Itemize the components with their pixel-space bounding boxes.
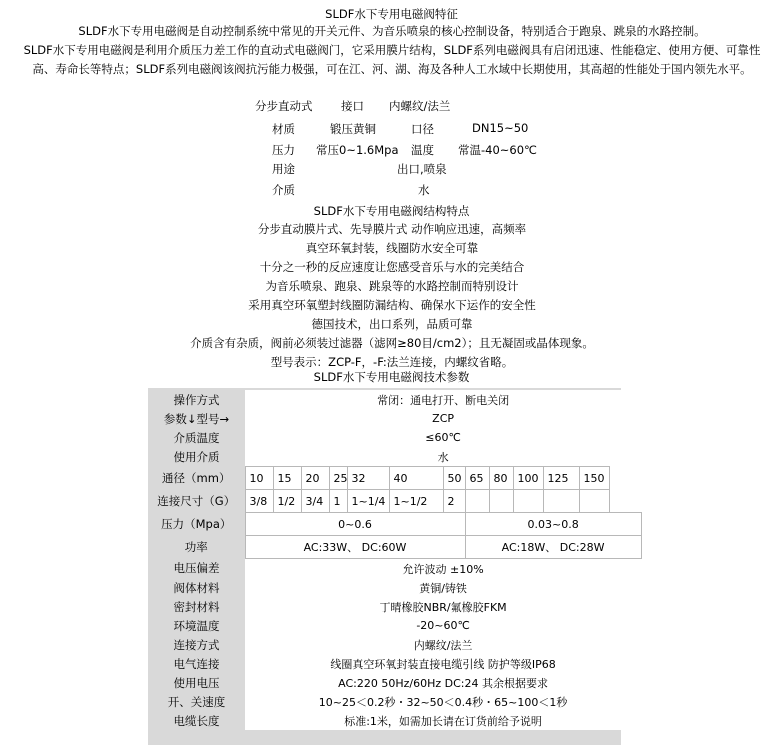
feature-item: 真空环氧封装，线圈防水安全可靠: [305, 241, 479, 255]
row-value: ZCP: [245, 409, 641, 428]
table-row: [148, 559, 641, 579]
structure-title: SLDF水下专用电磁阀结构特点: [313, 204, 470, 218]
row-label: 介质温度: [148, 428, 245, 447]
table-row: [148, 467, 641, 490]
intro-paragraph: [8, 22, 776, 79]
diameter-cell: 80: [489, 467, 513, 490]
connection-cell: 3/8: [245, 490, 273, 513]
row-label: 电气连接: [148, 654, 245, 673]
row-label: 开、关速度: [148, 692, 245, 711]
spec-label: 材质: [272, 122, 295, 136]
connection-cell: [513, 490, 543, 513]
diameter-cell: 25: [329, 467, 347, 490]
diameter-cell: 65: [465, 467, 489, 490]
spec-label: 压力: [272, 143, 295, 157]
row-label: 压力（Mpa）: [148, 513, 245, 536]
row-value: 10~25＜0.2秒・32~50＜0.4秒・65~100＜1秒: [245, 692, 641, 711]
feature-item: 分步直动膜片式、先导膜片式 动作响应迅速，高频率: [257, 222, 527, 236]
feature-item: 介质含有杂质，阀前必须装过滤器（滤网≥80目/cm2）；且无凝固或晶体现象。: [190, 336, 594, 350]
row-label: 参数↓型号→: [148, 409, 245, 428]
row-value: -20~60℃: [245, 616, 641, 635]
spec-label: 温度: [411, 143, 434, 157]
spec-value: 内螺纹/法兰: [389, 99, 451, 113]
spec-label: 用途: [272, 162, 295, 176]
spec-value: 出口,喷泉: [397, 162, 447, 176]
diameter-cell: 40: [389, 467, 443, 490]
power-small: AC:33W、 DC:60W: [245, 536, 465, 559]
table-row: [148, 536, 641, 559]
table-row: [148, 428, 641, 447]
row-label: 使用介质: [148, 447, 245, 467]
row-value: 常闭：通电打开、断电关闭: [245, 390, 641, 409]
table-row: [148, 673, 641, 692]
row-value: 线圈真空环氧封装直接电缆引线 防护等级IP68: [245, 654, 641, 673]
table-row: [148, 409, 641, 428]
tech-title: SLDF水下专用电磁阀技术参数: [313, 370, 470, 384]
row-value: ≤60℃: [245, 428, 641, 447]
table-row: [148, 597, 641, 616]
row-label: 密封材料: [148, 597, 245, 616]
spec-value: 常压0~1.6Mpa: [316, 143, 399, 157]
spec-label: 介质: [272, 183, 295, 197]
table-row: [148, 654, 641, 673]
spec-label: 接口: [341, 99, 364, 113]
feature-item: 德国技术，出口系列，品质可靠: [311, 317, 473, 331]
connection-cell: [489, 490, 513, 513]
row-value: 内螺纹/法兰: [245, 635, 641, 654]
spec-label: 口径: [411, 122, 434, 136]
row-value: AC:220 50Hz/60Hz DC:24 其余根据要求: [245, 673, 641, 692]
spec-value: 水: [418, 183, 430, 197]
connection-cell: 1~1/2: [389, 490, 443, 513]
connection-cell: [465, 490, 489, 513]
connection-cell: 1: [329, 490, 347, 513]
feature-item: 型号表示：ZCP-F，-F:法兰连接，内螺纹省略。: [270, 355, 514, 369]
table-row: [148, 447, 641, 467]
row-value: 水: [245, 447, 641, 467]
intro-line: 高、寿命长等特点；SLDF系列电磁阀该阀抗污能力极强，可在江、河、湖、海及各种人工水域中长期使用，其高超的性能处于国内领先水平。: [32, 62, 752, 76]
pressure-high: 0.03~0.8: [465, 513, 641, 536]
feature-item: 采用真空环氧塑封线圈防漏结构、确保水下运作的安全性: [248, 298, 536, 312]
feature-item: 十分之一秒的反应速度让您感受音乐与水的完美结合: [259, 260, 525, 274]
row-value: 允许波动 ±10%: [245, 559, 641, 579]
diameter-cell: 150: [579, 467, 609, 490]
row-label: 使用电压: [148, 673, 245, 692]
spec-value: DN15~50: [472, 121, 529, 135]
connection-cell: [579, 490, 609, 513]
diameter-cell: 100: [513, 467, 543, 490]
diameter-cell: 32: [347, 467, 389, 490]
row-value: 标准:1米，如需加长请在订货前给予说明: [245, 711, 641, 730]
spec-value: 常温-40~60℃: [458, 143, 537, 157]
diameter-cell: 125: [543, 467, 579, 490]
row-label: 电缆长度: [148, 711, 245, 730]
pressure-low: 0~0.6: [245, 513, 465, 536]
spec-type: 分步直动式: [255, 99, 313, 113]
spec-value: 锻压黄铜: [330, 122, 376, 136]
feature-item: 为音乐喷泉、跑泉、跳泉等的水路控制而特别设计: [265, 279, 519, 293]
diameter-cell: 20: [301, 467, 329, 490]
diameter-cell: 10: [245, 467, 273, 490]
table-row: [148, 578, 641, 597]
connection-cell: 3/4: [301, 490, 329, 513]
table-row: [148, 390, 641, 409]
power-large: AC:18W、 DC:28W: [465, 536, 641, 559]
row-label: 通径（mm）: [148, 467, 245, 490]
intro-line: SLDF水下专用电磁阀是利用介质压力差工作的直动式电磁阀门，它采用膜片结构，SLDF系列电磁阀具有启闭迅速、性能稳定、使用方便、可靠性: [23, 43, 761, 57]
connection-cell: [543, 490, 579, 513]
table-row: [148, 616, 641, 635]
row-label: 环境温度: [148, 616, 245, 635]
table-row: [148, 490, 641, 513]
connection-cell: 1~1/4: [347, 490, 389, 513]
feature-title: SLDF水下专用电磁阀特征: [325, 7, 458, 21]
row-label: 操作方式: [148, 390, 245, 409]
connection-cell: 1/2: [273, 490, 301, 513]
row-label: 阀体材料: [148, 578, 245, 597]
intro-line: SLDF水下专用电磁阀是自动控制系统中常见的开关元件、为音乐喷泉的核心控制设备，特别适合于跑泉、跳泉的水路控制。: [78, 24, 706, 38]
row-label: 电压偏差: [148, 559, 245, 579]
row-value: 丁晴橡胶NBR/氟橡胶FKM: [245, 597, 641, 616]
row-label: 连接尺寸（G）: [148, 490, 245, 513]
tech-table: [148, 390, 642, 730]
table-row: [148, 692, 641, 711]
connection-cell: 2: [443, 490, 465, 513]
row-label: 连接方式: [148, 635, 245, 654]
row-label: 功率: [148, 536, 245, 559]
diameter-cell: 50: [443, 467, 465, 490]
feature-list: [8, 220, 776, 372]
table-row: [148, 635, 641, 654]
row-value: 黄铜/铸铁: [245, 578, 641, 597]
table-row: [148, 513, 641, 536]
diameter-cell: 15: [273, 467, 301, 490]
table-row: [148, 711, 641, 730]
empty-cell: [609, 467, 641, 490]
empty-cell: [609, 490, 641, 513]
